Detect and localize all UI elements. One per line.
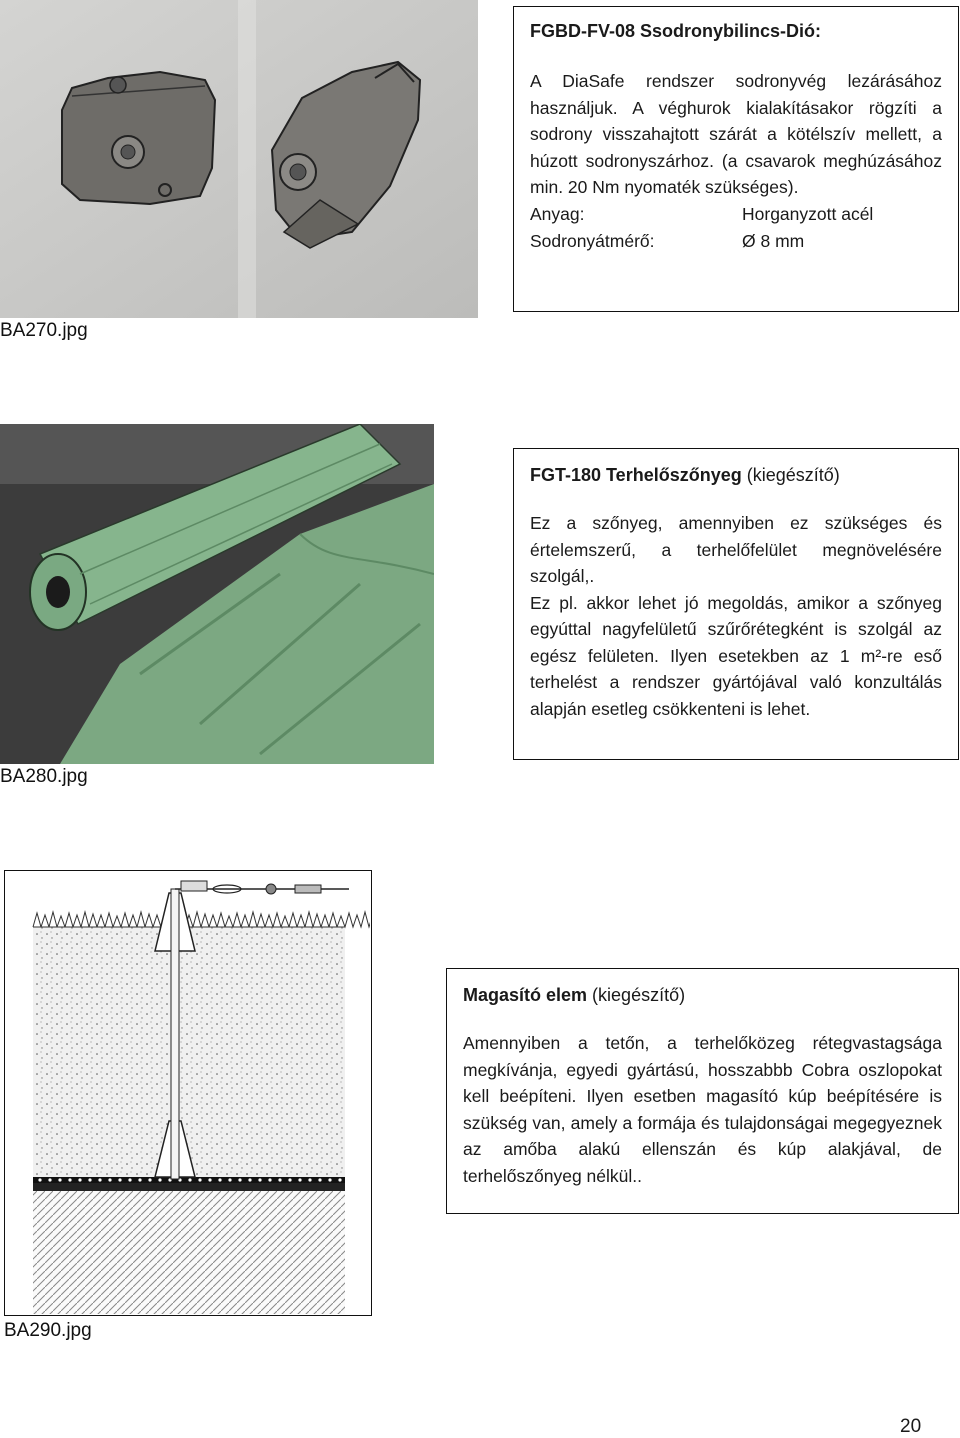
product-title-bold: FGT-180 Terhelőszőnyeg: [530, 465, 742, 485]
riser-cross-section-drawing: [4, 870, 372, 1316]
clamp-photo: [0, 0, 478, 318]
product-box-load-mat: [513, 448, 959, 760]
spec-row-diameter: [530, 228, 942, 255]
product-description: Amennyiben a tetőn, a terhelőközeg rétegvastagsága megkívánja, egyedi gyártású, hosszabbb Cobra oszlopokat kell beépíteni. Ilyen esetben magasító kúp beépítésére is szükség van, amely a formája és tulajdonságai megegyeznek az amőba alakú ellenszán és kúp alakjával, de terhelőszőnyeg nélkül..: [463, 1033, 942, 1186]
spec-label: Anyag:: [530, 203, 585, 224]
product-title: [463, 985, 942, 1006]
load-mat-photo: [0, 424, 434, 764]
product-title: [530, 465, 942, 486]
product-title-suffix: (kiegészítő): [741, 465, 840, 485]
spec-value: Ø 8 mm: [742, 230, 805, 251]
spec-label: Sodronyátmérő:: [530, 230, 655, 251]
photo-caption-ba280: BA280.jpg: [0, 766, 88, 787]
spec-row-material: [530, 201, 942, 228]
photo-caption-ba270: BA270.jpg: [0, 320, 88, 341]
product-description: Ez a szőnyeg, amennyiben ez szükséges és értelemszerű, a terhelőfelület megnövelésére szolgál,.: [530, 513, 942, 586]
product-title-bold: Magasító elem: [463, 985, 588, 1005]
page-number: 20: [900, 1416, 922, 1437]
product-box-riser: [446, 968, 959, 1214]
product-title-suffix: (kiegészítő): [587, 985, 686, 1005]
spec-value: Horganyzott acél: [742, 203, 874, 224]
product-description: A DiaSafe rendszer sodronyvég lezárásához használjuk. A véghurok kialakításakor rögzíti a sodrony visszahajtott szárát a kötélszív mellett, a húzott sodronyszárhoz. (a csavarok meghúzásához min. 20 Nm nyomaték szükséges).: [530, 71, 942, 197]
product-box-wire-clamp: [513, 6, 959, 312]
product-title: FGBD-FV-08 Ssodronybilincs-Dió:: [530, 21, 822, 41]
product-description-2: Ez pl. akkor lehet jó megoldás, amikor a szőnyeg egyúttal nagyfelületű szűrőrétegként is szolgál az egész felületen. Ilyen esetekben az 1 m²-re eső terhelést a rendszer gyártójával való konzultálás alapján esetleg csökkenteni is lehet.: [530, 592, 942, 719]
spec-list: [530, 201, 942, 255]
photo-caption-ba290: BA290.jpg: [4, 1320, 92, 1341]
